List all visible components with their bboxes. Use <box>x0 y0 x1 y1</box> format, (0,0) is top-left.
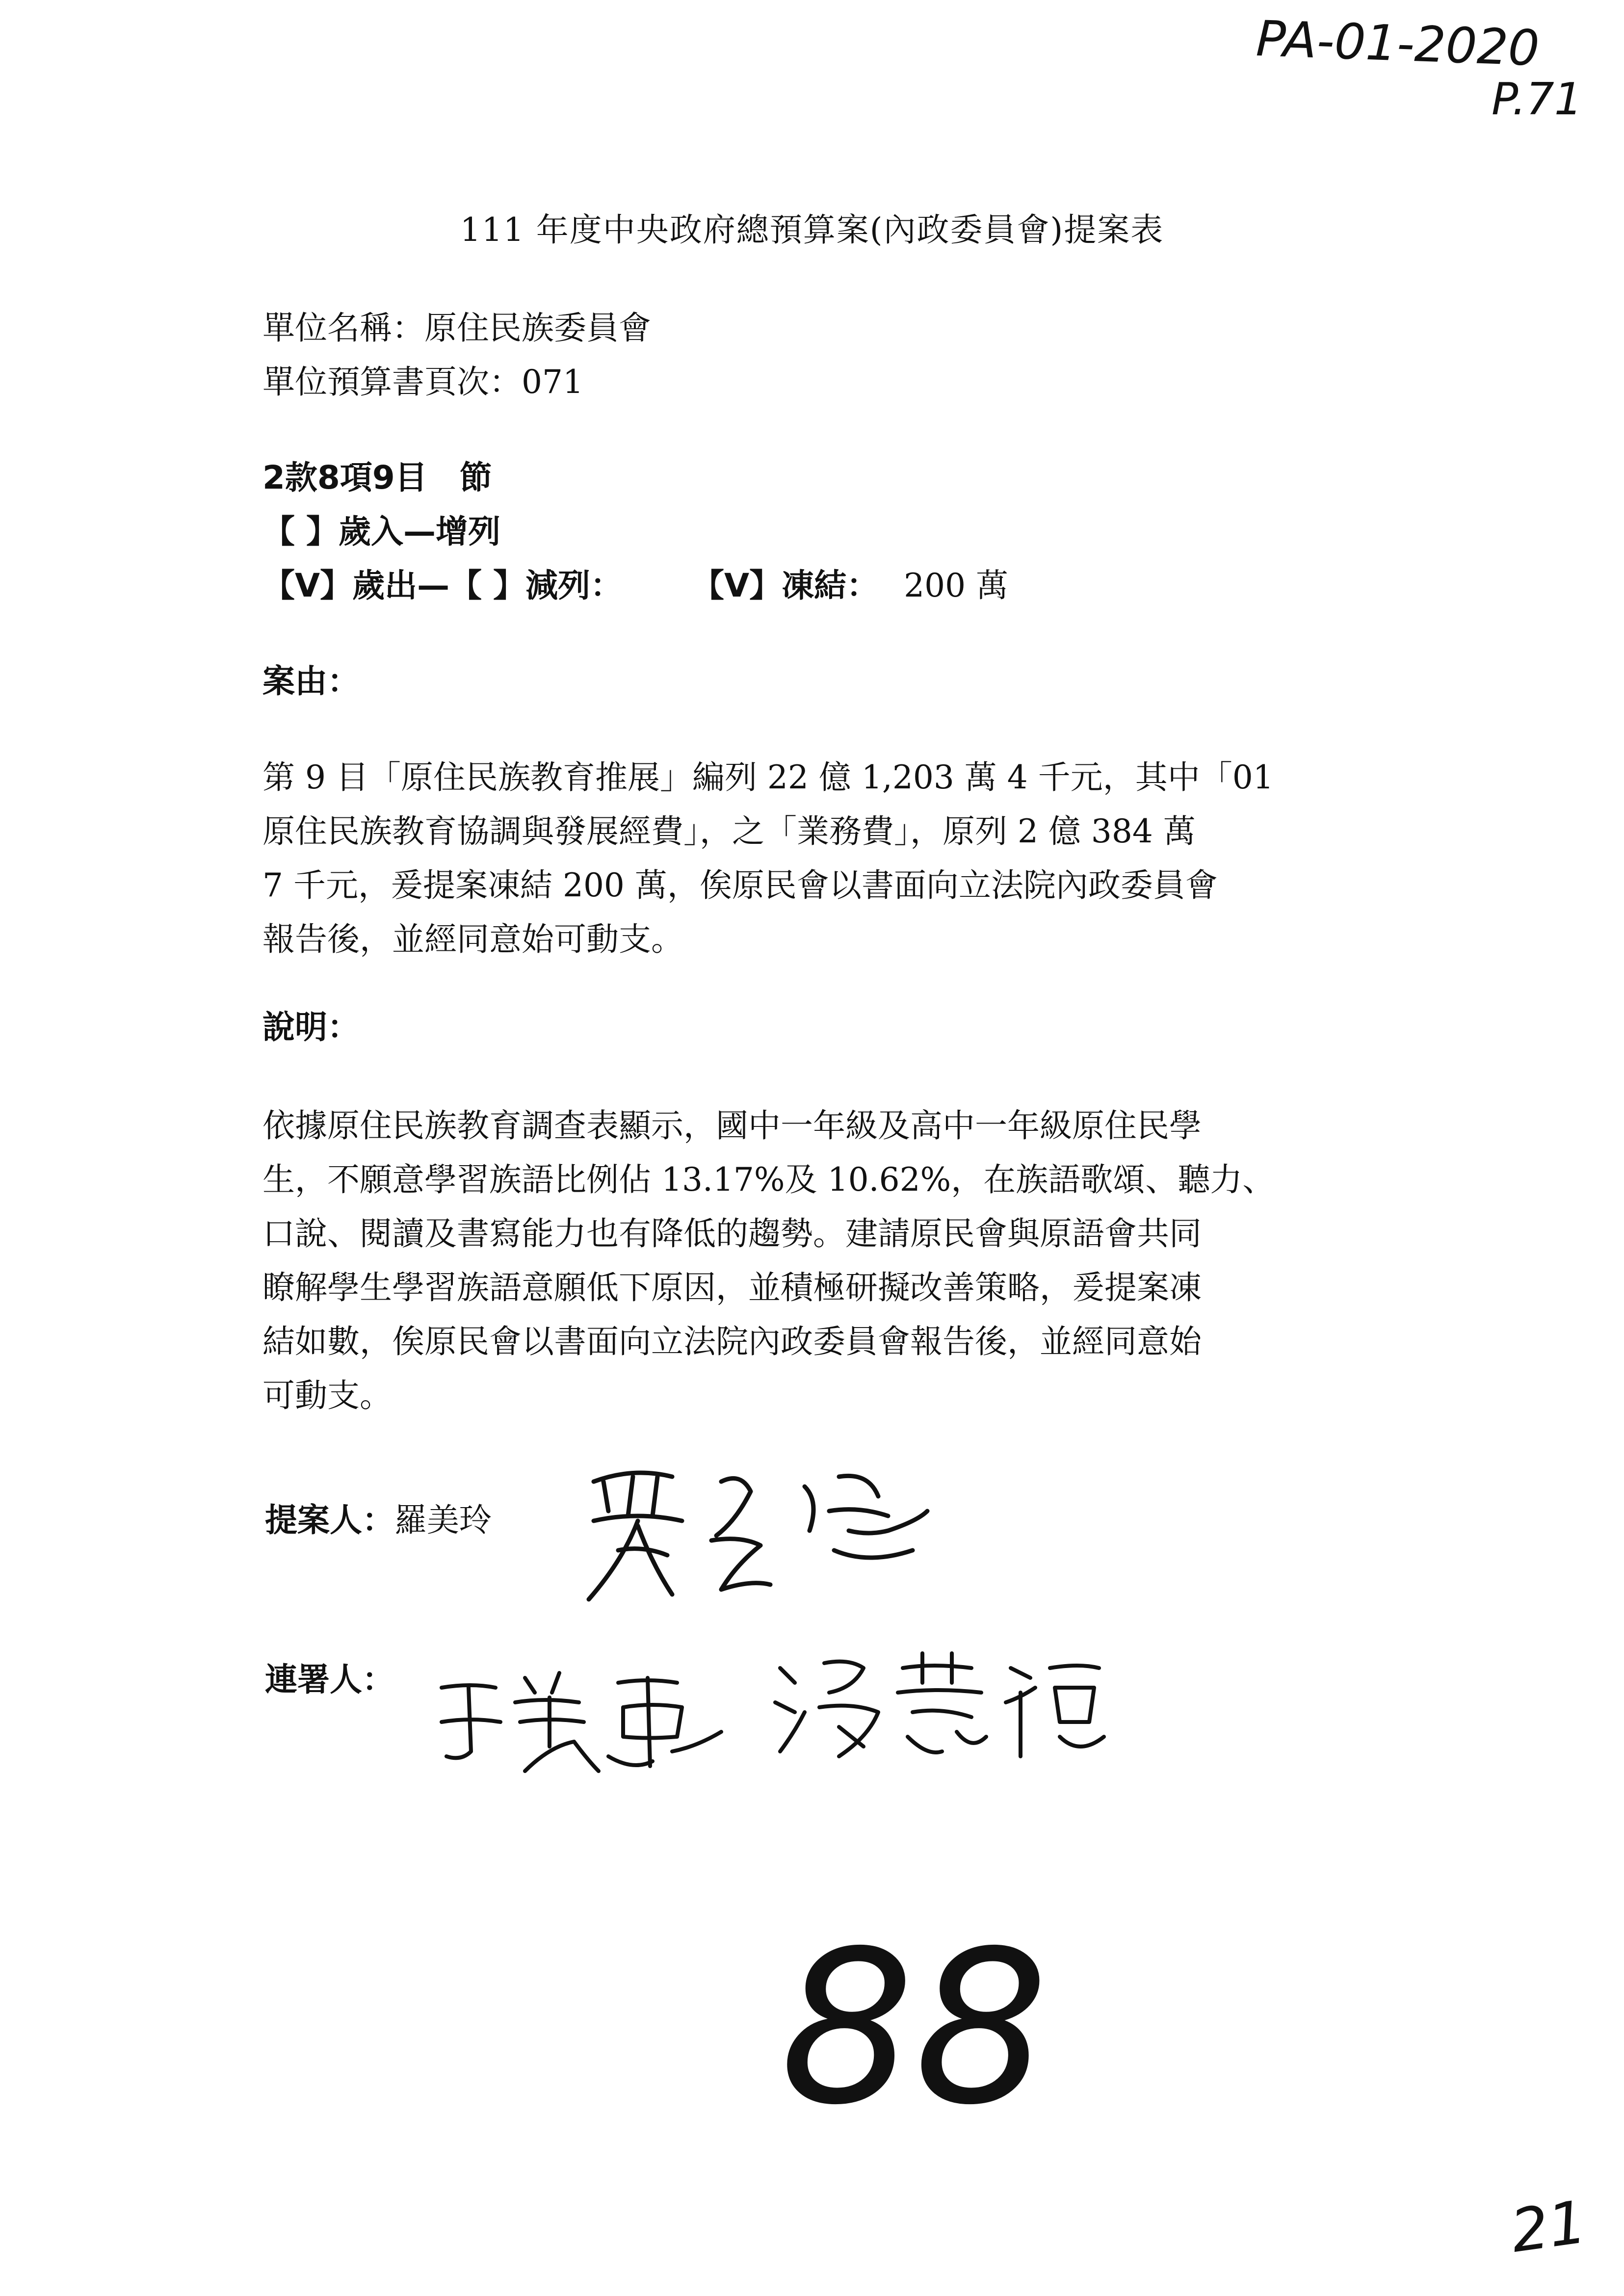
revenue-line: 【 】歲入—增列 <box>262 513 500 550</box>
cosigners-label: 連署人： <box>265 1661 394 1698</box>
explanation-heading: 說明： <box>262 1008 360 1046</box>
budget-item-line: 2款8項9目 節 <box>262 459 492 496</box>
page-title: 111 年度中央政府總預算案(內政委員會)提案表 <box>460 211 1164 249</box>
cosigner-signature-1 <box>427 1653 731 1781</box>
expense-line <box>262 559 1008 606</box>
handwritten-reference: PA-01-2020 <box>1255 9 1541 78</box>
explanation-line: 瞭解學生學習族語意願低下原因，並積極研擬改善策略，爰提案凍 <box>262 1269 1202 1306</box>
reason-line: 第 9 目「原住民族教育推展」編列 22 億 1,203 萬 4 千元，其中「01 <box>262 758 1274 796</box>
explanation-body <box>262 1099 1391 1423</box>
proposer-line <box>265 1494 492 1540</box>
explanation-line: 生，不願意學習族語比例佔 13.17%及 10.62%，在族語歌頌、聽力、 <box>262 1161 1275 1199</box>
cosigner-signature-2 <box>765 1639 1109 1766</box>
proposer-signature <box>574 1452 947 1609</box>
proposer-name: 羅美玲 <box>394 1501 492 1539</box>
unit-budget-page: 單位預算書頁次：071 <box>262 363 583 401</box>
expense-prefix: 【V】歲出—【 】減列： <box>262 567 623 604</box>
handwritten-number: 88 <box>780 1906 1049 2151</box>
reason-line: 報告後，並經同意始可動支。 <box>262 920 683 958</box>
reason-line: 7 千元，爰提案凍結 200 萬，俟原民會以書面向立法院內政委員會 <box>262 866 1218 904</box>
explanation-line: 口說、閱讀及書寫能力也有降低的趨勢。建請原民會與原語會共同 <box>262 1215 1202 1252</box>
reason-heading: 案由： <box>262 662 360 700</box>
proposer-label: 提案人： <box>265 1501 394 1539</box>
freeze-label: 【V】凍結： <box>692 567 879 604</box>
explanation-line: 可動支。 <box>262 1377 392 1414</box>
freeze-amount: 200 萬 <box>904 567 1009 604</box>
handwritten-page-ref: P.71 <box>1492 74 1583 125</box>
explanation-line: 依據原住民族教育調查表顯示，國中一年級及高中一年級原住民學 <box>262 1107 1202 1145</box>
page-mark: 21 <box>1507 2188 1591 2266</box>
reason-line: 原住民族教育協調與發展經費」，之「業務費」，原列 2 億 384 萬 <box>262 812 1196 850</box>
reason-body <box>262 751 1391 966</box>
explanation-line: 結如數，俟原民會以書面向立法院內政委員會報告後，並經同意始 <box>262 1323 1202 1360</box>
unit-name: 單位名稱：原住民族委員會 <box>262 309 651 347</box>
